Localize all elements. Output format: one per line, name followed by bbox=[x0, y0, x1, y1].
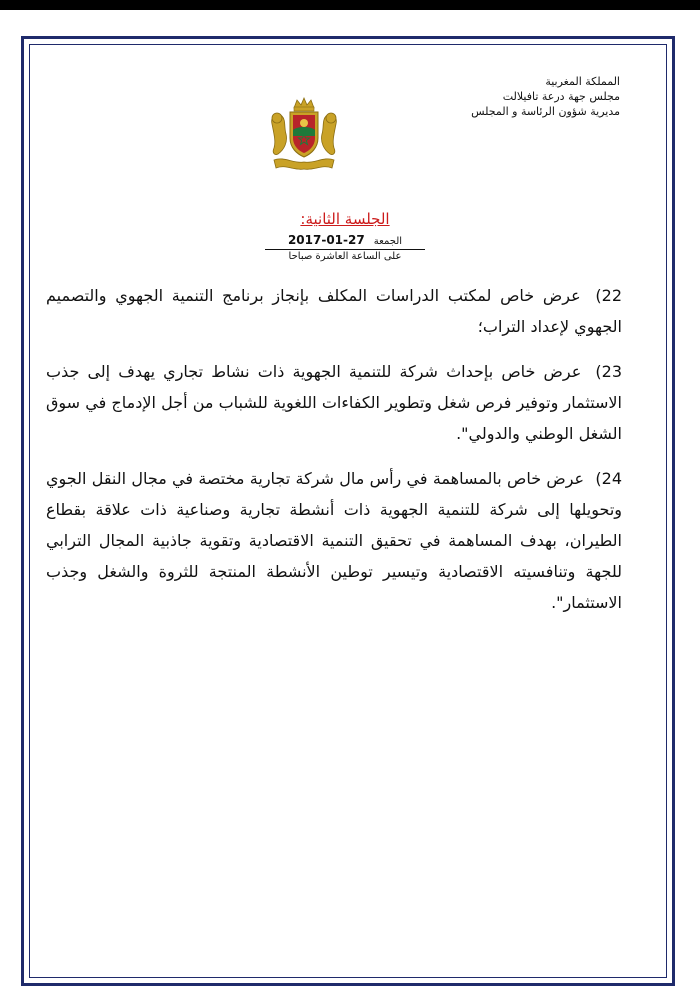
agenda-item-number: 22) bbox=[595, 286, 622, 305]
session-time: على الساعة العاشرة صباحا bbox=[288, 251, 402, 262]
agenda-item-text: عرض خاص بإحداث شركة للتنمية الجهوية ذات نشاط تجاري يهدف إلى جذب الاستثمار وتوفير فرص شغل وتطوير الكفاءات اللغوية للشباب من أجل الإدماج في سوق الشغل الوطني والدولي". bbox=[46, 362, 622, 443]
session-date: 2017-01-27 bbox=[287, 233, 365, 247]
letterhead-council: مجلس جهة درعة تافيلالت bbox=[502, 90, 620, 103]
session-heading bbox=[265, 210, 425, 263]
session-title: الجلسة الثانية: bbox=[300, 210, 390, 228]
agenda-items bbox=[46, 280, 622, 632]
top-bar bbox=[0, 0, 700, 10]
agenda-item-text: عرض خاص بالمساهمة في رأس مال شركة تجارية مختصة في مجال النقل الجوي وتحويلها إلى شركة للتنمية الجهوية ذات أنشطة تجارية وصناعية ذات علاقة بقطاع الطيران، بهدف المساهمة في تحقيق التنمية الاقتصادية وتقوية جاذبية المجال الترابي للجهة وتنافسيته الاقتصادية وتيسير توطين الأنشطة المنتجة للثروة والشغل وجذب الاستثمار". bbox=[46, 469, 622, 612]
agenda-item bbox=[46, 463, 622, 618]
agenda-item-text: عرض خاص لمكتب الدراسات المكلف بإنجاز برنامج التنمية الجهوي والتصميم الجهوي لإعداد التراب؛ bbox=[46, 286, 622, 336]
agenda-item bbox=[46, 280, 622, 342]
letterhead-directorate: مديرية شؤون الرئاسة و المجلس bbox=[471, 105, 620, 118]
agenda-item-number: 23) bbox=[595, 362, 622, 381]
letterhead bbox=[420, 74, 620, 119]
session-day: الجمعة bbox=[373, 236, 403, 247]
moroccan-coat-of-arms-icon bbox=[264, 94, 344, 174]
agenda-item-number: 24) bbox=[595, 469, 623, 488]
letterhead-kingdom: المملكة المغربية bbox=[545, 75, 620, 88]
session-date-line bbox=[265, 229, 425, 250]
agenda-item bbox=[46, 356, 622, 449]
